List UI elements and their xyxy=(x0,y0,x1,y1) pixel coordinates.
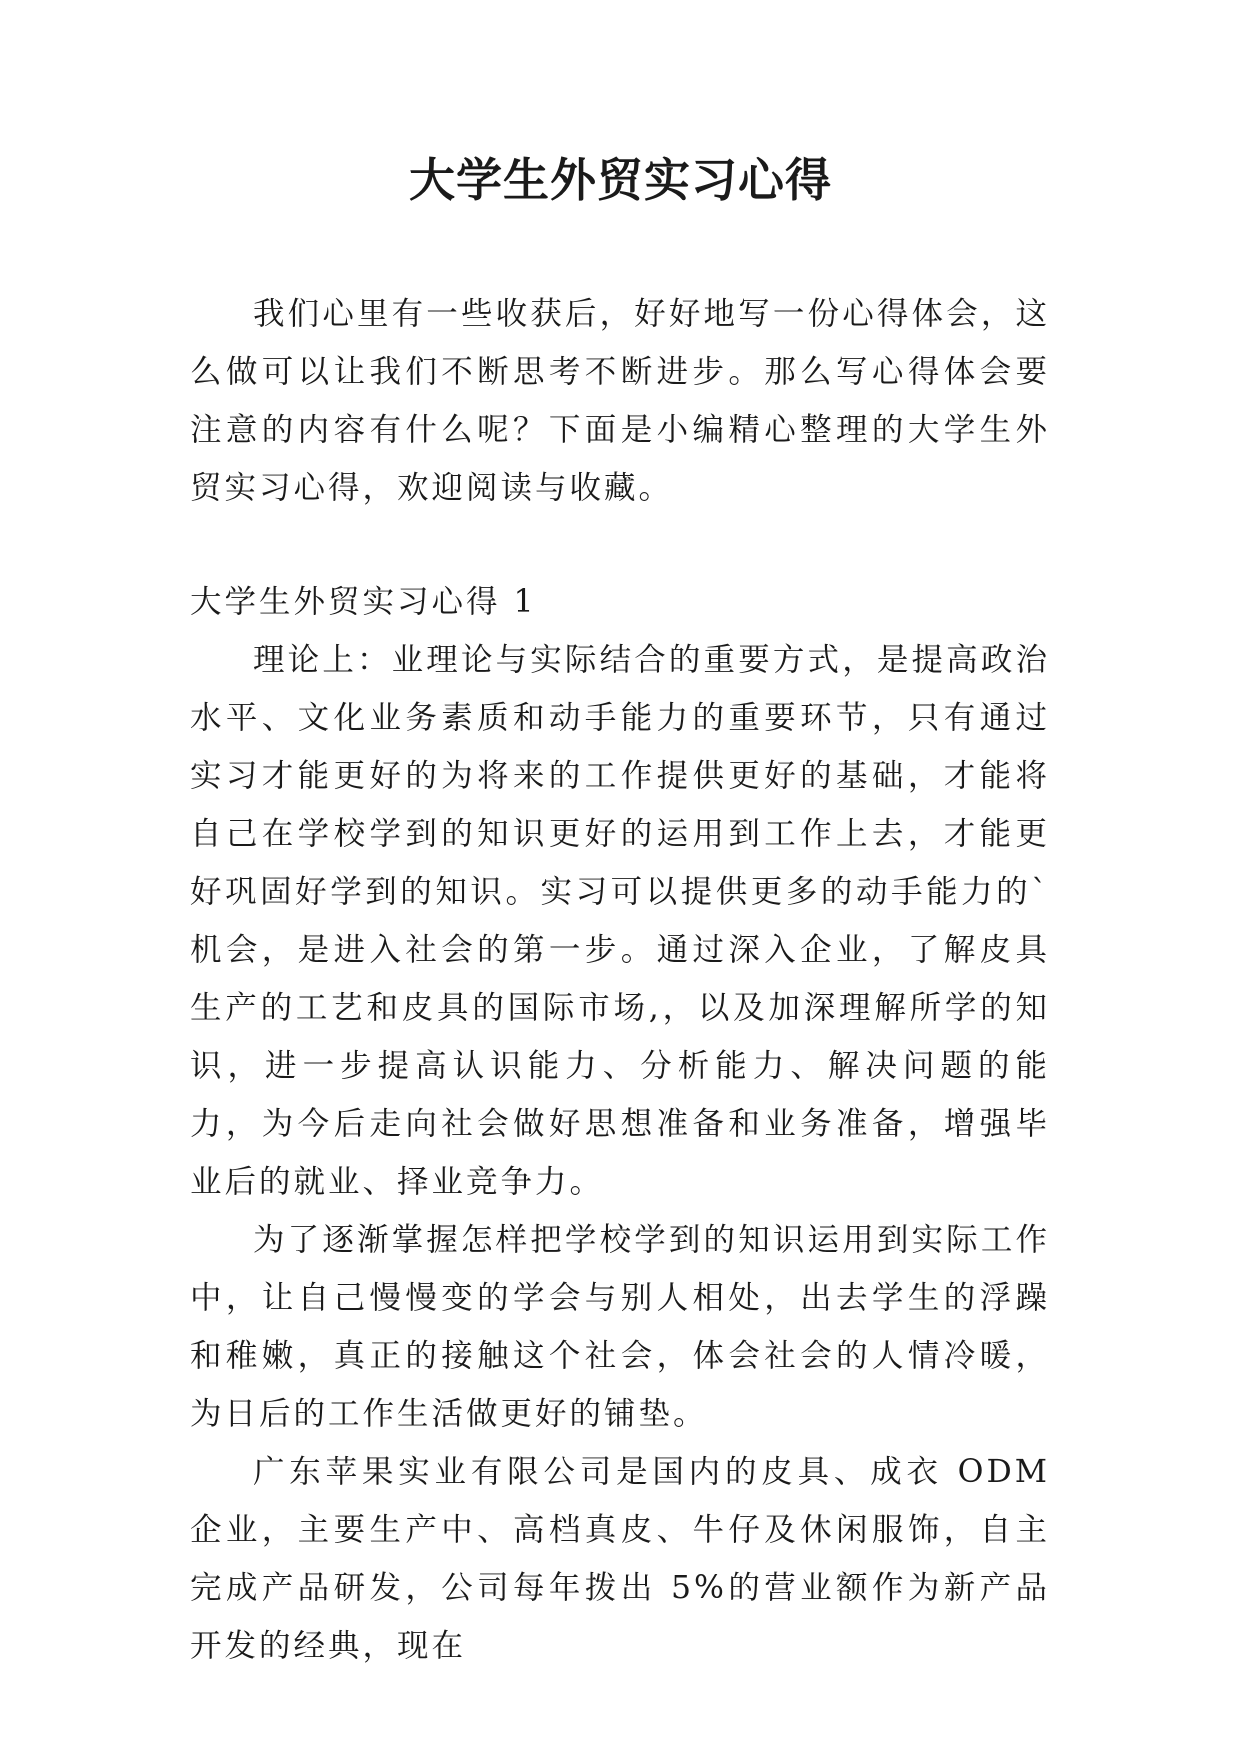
section-heading: 大学生外贸实习心得 1 xyxy=(190,584,537,620)
body-paragraph-3: 广东苹果实业有限公司是国内的皮具、成衣 ODM 企业，主要生产中、高档真皮、牛仔及休闲服饰，自主完成产品研发，公司每年拨出 5%的营业额作为新产品开发的经典，现在 xyxy=(190,1454,1050,1664)
body-paragraph-1: 理论上：业理论与实际结合的重要方式，是提高政治水平、文化业务素质和动手能力的重要环节，只有通过实习才能更好的为将来的工作提供更好的基础，才能将自己在学校学到的知识更好的运用到工作上去，才能更好巩固好学到的知识。实习可以提供更多的动手能力的`机会，是进入社会的第一步。通过深入企业，了解皮具生产的工艺和皮具的国际市场,，以及加深理解所学的知识，进一步提高认识能力、分析能力、解决问题的能力，为今后走向社会做好思想准备和业务准备，增强毕业后的就业、择业竞争力。 xyxy=(190,642,1050,1200)
intro-paragraph: 我们心里有一些收获后，好好地写一份心得体会，这么做可以让我们不断思考不断进步。那么写心得体会要注意的内容有什么呢？下面是小编精心整理的大学生外贸实习心得，欢迎阅读与收藏。 xyxy=(190,296,1050,506)
section-spacer xyxy=(190,517,1050,573)
document-title: 大学生外贸实习心得 xyxy=(409,153,832,207)
body-paragraph-2: 为了逐渐掌握怎样把学校学到的知识运用到实际工作中，让自己慢慢变的学会与别人相处，出去学生的浮躁和稚嫩，真正的接触这个社会，体会社会的人情冷暖，为日后的工作生活做更好的铺垫。 xyxy=(190,1222,1050,1432)
document-body xyxy=(190,285,1050,1675)
